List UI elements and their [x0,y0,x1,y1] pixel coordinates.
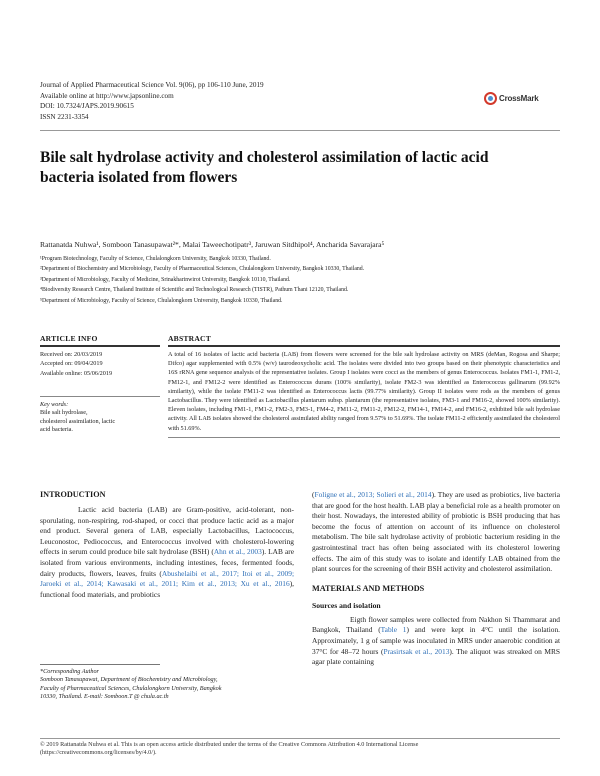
introduction-paragraph: Lactic acid bacteria (LAB) are Gram-positive, acid-tolerant, non-sporulating, non-respiring, rod-shaped, or cocci that produce lactic acid as a major end product. Several genera of LAB, especially Lactobacillus, Lactococcus, Leuconostoc, Pediococcus, and Enterococcus involved with cholesterol-lowering effects in serum could produce bile salt hydrolase (BSH) (Ahn et al., 2003). LAB are isolated from various environments, including intestines, feces, fermented foods, dairy products, flowers, leaves, fruits (Abushelaibi et al., 2017; Itoi et al., 2009; Jaroeki et al., 2014; Kawasaki et al., 2011; Kim et al., 2013; Xu et al., 2016), functional food materials, and probiotics [40,505,295,599]
right-column [312,490,560,668]
abstract-box [168,334,560,441]
citation-prasirtsak[interactable]: Prasirtsak et al., 2013 [383,646,450,656]
keyword-line-2: cholesterol assimilation, lactic [40,417,116,425]
citation-ahn[interactable]: Ahn et al., 2003 [213,547,262,557]
corresponding-author-note [40,668,294,702]
keyword-line-1: Bile salt hydrolase, [40,409,88,417]
header-divider [40,130,560,131]
citation-group-sources[interactable]: Abushelaibi et al., 2017; Itoi et al., 2009; Jaroeki et al., 2014; Kawasaki et al., 2011; Kim et al., 2013; Xu et al., 2016 [40,568,294,589]
introduction-section [40,490,294,600]
keywords-heading: Key words: [40,401,69,409]
article-info-heading: ARTICLE INFO [40,334,98,343]
license-url[interactable]: (https://creativecommons.org/licenses/by/4.0/). [40,749,157,757]
affiliation-4: ⁴Biodiversity Research Centre, Thailand Institute of Scientific and Technological Research (TISTR), Pathum Thani 12120, Thailand. [40,287,349,294]
journal-info [40,80,264,122]
affiliation-5: ⁵Department of Microbiology, Faculty of Science, Chulalongkorn University, Bangkok 10330, Thailand. [40,297,283,304]
corresponding-email[interactable]: 10330, Thailand. E-mail: Somboon.T @ chula.ac.th [40,693,169,701]
affiliations [40,254,560,306]
journal-citation: Journal of Applied Pharmaceutical Science Vol. 9(06), pp 106-110 June, 2019 [40,81,264,89]
received-date: Received on: 20/03/2019 [40,351,103,358]
author-list: Rattanatda Nuhwa¹, Somboon Tanasupawat²*, Malai Taweechotipatr³, Jaruwan Sitdhipol⁴, Ancharida Savarajara⁵ [40,240,385,249]
footer-divider [40,738,560,739]
license-text: © 2019 Rattanatda Nuhwa et al. This is an open access article distributed under the terms of the Creative Commons Attribution 4.0 International License [40,741,419,748]
crossmark-icon [484,92,497,105]
available-date: Available online: 05/06/2019 [40,369,113,377]
corresponding-label: *Corresponding Author [40,668,99,675]
journal-issn: ISSN 2231-3354 [40,112,89,121]
table-1-link[interactable]: Table 1 [380,625,407,635]
footnote-divider [40,664,160,665]
sources-isolation-heading: Sources and isolation [312,600,381,610]
citation-foligne-solieri[interactable]: Foligne et al., 2013; Solieri et al., 2014 [314,490,432,499]
intro-continued: (Foligne et al., 2013; Solieri et al., 2014). They are used as probiotics, live bacteria that are good for the host health. LAB play a beneficial role as a health promoter on their host. Nowadays, the interested ability of probiotic is BSH producing that has become the focus of attention on account of its influence on cholesterol metabolism. The bile salt hydrolase activity of probiotic bacterium residing in the gastrointestinal tract has often being associated with its cholesterol lowering effects. The aim of this study was to isolate and identify LAB obtained from the plant sources for the screening of their BSH activity and cholesterol assimilation. [312,490,560,574]
journal-url[interactable]: Available online at http://www.japsonline.com [40,91,174,100]
keyword-line-3: acid bacteria. [40,426,73,434]
affiliation-1: ¹Program Biotechnology, Faculty of Science, Chulalongkorn University, Bangkok 10330, Thailand. [40,256,271,262]
accepted-date: Accepted on: 09/04/2019 [40,360,103,368]
introduction-heading: INTRODUCTION [40,490,106,499]
materials-methods-heading: MATERIALS AND METHODS [312,583,425,593]
corresponding-name: Somboon Tanasupawat, Department of Biochemistry and Microbiology, [40,676,218,684]
crossmark-badge[interactable]: CrossMark [484,90,554,106]
paper-title: Bile salt hydrolase activity and cholesterol assimilation of lactic acid bacteria isolated from flowers [40,149,489,186]
journal-doi[interactable]: DOI: 10.7324/JAPS.2019.90615 [40,102,134,111]
affiliation-2: ²Department of Biochemistry and Microbiology, Faculty of Pharmaceutical Sciences, Chulalongkorn University, Bangkok 10330, Thailand. [40,266,365,273]
article-info-box [40,334,160,435]
corresponding-affil: Faculty of Pharmaceutical Sciences, Chulalongkorn University, Bangkok [40,684,222,692]
affiliation-3: ³Department of Microbiology, Faculty of Medicine, Srinakharinwirot University, Bangkok 10110, Thailand. [40,276,291,283]
abstract-heading: ABSTRACT [168,334,211,343]
license-footer [40,741,560,758]
sources-paragraph: Eigth flower samples were collected from Nakhon Si Thammarat and Bangkok, Thailand (Table 1) and were kept in 4°C until the isolation. Approximately, 1 g of sample was inoculated in MRS under anaerobic condition at 37°C for 48–72 hours (Prasirtsak et al., 2013). The aliquot was streaked on MRS agar plate containing [312,614,561,667]
abstract-text: A total of 16 isolates of lactic acid bacteria (LAB) from flowers were screened for the bile salt hydrolase activity on MRS (deMan, Rogosa and Sharpe; Difco) agar supplemented with 0.5% (w/v) taurodeoxycholic acid. The isolates were divided into two groups based on their phenotypic characteristics and 16S rRNA gene sequence analysis of the representative isolates. Group I isolates were cocci as the members of genus Enterococcus. Isolates FM1-1, FM1-2, FM12-1, and FM12-2 were identified as Enterococcus durans (100% similarity), isolate FM2-3 was identified as Enterococcus gallinarum (99.92% similarity), while the isolate FM11-2 was identified as Enterococcus lactis (99.77% similarity). Group II isolates were rods as the members of genus Lactobacillus. They were identified as Lactobacillus plantarum subsp. plantarum (the representative isolates, FM3-1 and FM16-2, showed 100% similarity). Eleven isolates, including FM1-1, FM1-2, FM2-3, FM3-1, FM4-2, FM11-2, FM11-2, FM12-2, FM14-1, FM14-2, and FM16-2, exhibited bile salt hydrolase activity. All LAB isolates showed the cholesterol assimilated ability ranged from 9.57% to 51.69%. The isolate FM11-2 efficiently assimilated the cholesterol with 51.69%. [168,351,560,432]
